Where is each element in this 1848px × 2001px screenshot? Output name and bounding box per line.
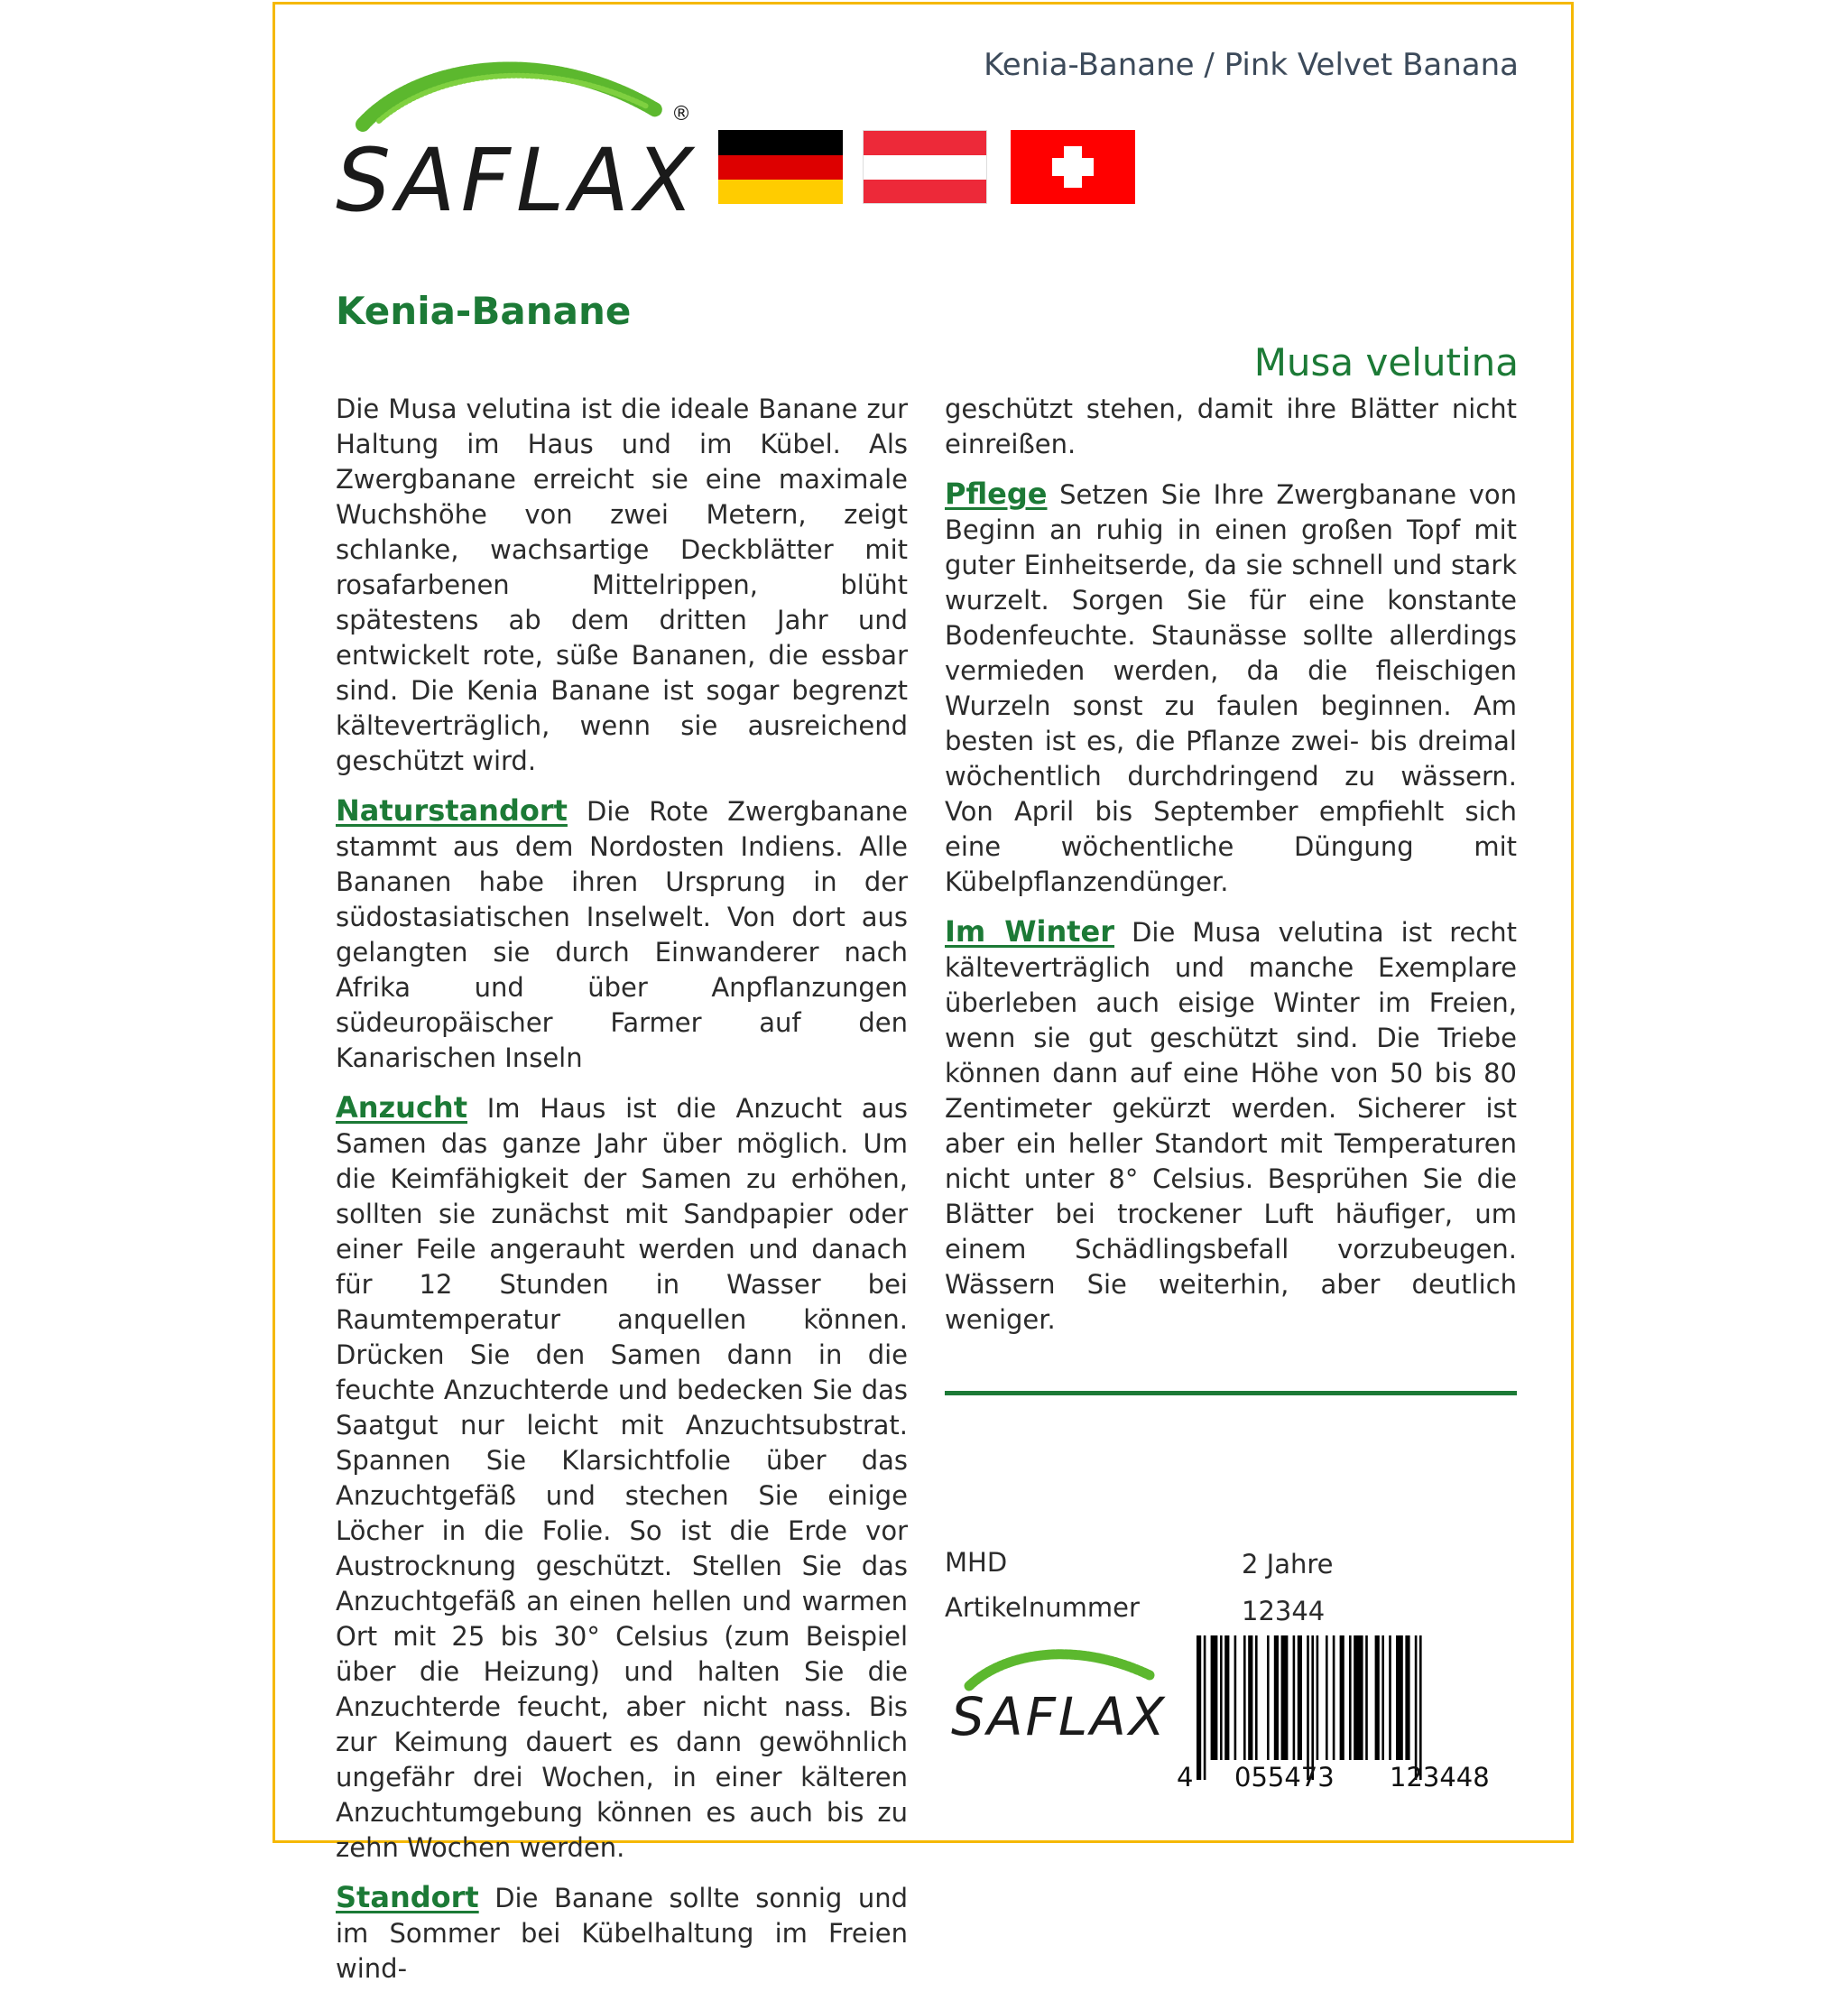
section-winter: [945, 914, 1517, 1338]
latin-name: Musa velutina: [1253, 340, 1519, 384]
barcode-right-group: 123448: [1390, 1762, 1490, 1793]
divider: [945, 1391, 1517, 1395]
section-anzucht: [336, 1090, 908, 1866]
product-title-header: Kenia-Banane / Pink Velvet Banana: [984, 47, 1519, 83]
barcode-bar: [1354, 1635, 1363, 1760]
barcode-bar: [1274, 1635, 1279, 1760]
right-column: [945, 392, 1517, 1352]
section-text: Die Rote Zwergbanane stammt aus dem Nordosten Indiens. Alle Bananen habe ihren Ursprung in der südostasiatischen Inselwelt. Von dort aus gelangten sie durch Einwanderer nach Afrika und über Anpflanzungen südeuropäischer Farmer auf den Kanarischen Inseln: [336, 796, 908, 1073]
section-text: Die Banane sollte sonnig und im Sommer bei Kübelhaltung im Freien wind-: [336, 1883, 908, 1984]
left-column: [336, 392, 908, 2001]
logo-swash-icon: [336, 47, 697, 137]
barcode-bar: [1415, 1635, 1418, 1780]
standort-continuation: geschützt stehen, damit ihre Blätter nicht einreißen.: [945, 394, 1517, 459]
section-heading: Standort: [336, 1880, 479, 1914]
flag-austria-icon: [863, 130, 987, 204]
barcode-bar: [1255, 1635, 1258, 1760]
barcode-bar: [1326, 1635, 1328, 1760]
brand-logo-small: [951, 1639, 1168, 1747]
article-label: Artikelnummer: [945, 1592, 1140, 1623]
barcode-bar: [1204, 1635, 1206, 1780]
brand-name-small: SAFLAX: [951, 1686, 1168, 1747]
barcode-bar: [1389, 1635, 1391, 1760]
section-standort: [336, 1880, 908, 1987]
barcode-bar: [1211, 1635, 1218, 1760]
section-text: Die Musa velutina ist recht kälteverträglich und manche Exemplare überleben auch eisige Winter im Freien, wenn sie gut geschützt sind. Die Triebe können dann auf eine Höhe von 50 bis 80 Zentimeter gekürzt werden. Sicherer ist aber ein heller Standort mit Temperaturen nicht unter 8° Celsius. Besprühen Sie die Blätter bei trockener Luft häufiger, um einem Schädlingsbefall vorzubeugen. Wässern Sie weiterhin, aber deutlich weniger.: [945, 917, 1518, 1335]
section-text: Setzen Sie Ihre Zwergbanane von Beginn an ruhig in einen großen Topf mit guter Einheitserde, da sie schnell und stark wurzelt. Sorgen Sie für eine konstante Bodenfeuchte. Staunässe sollte allerdings vermieden werden, da die fleischigen Wurzeln sonst zu faulen beginnen. Am besten ist es, die Pflanze zwei- bis dreimal wöchentlich durchdringend zu wässern. Von April bis September empfiehlt sich eine wöchentliche Düngung mit Kübelpflanzendünger.: [945, 479, 1518, 897]
barcode-bar: [1381, 1635, 1384, 1760]
barcode-bar: [1311, 1635, 1314, 1780]
barcode-bar: [1307, 1635, 1309, 1780]
barcode-bar: [1281, 1635, 1289, 1760]
section-naturstandort: [336, 793, 908, 1076]
barcode-bar: [1375, 1635, 1380, 1760]
barcode-bar: [1243, 1635, 1246, 1760]
barcode-bar: [1220, 1635, 1223, 1760]
barcode-bar: [1234, 1635, 1237, 1760]
page-title: Kenia-Banane: [336, 289, 632, 333]
logo-swash-small-icon: [951, 1639, 1168, 1693]
barcode-bar: [1340, 1635, 1344, 1760]
section-heading: Anzucht: [336, 1090, 467, 1125]
section-text: Im Haus ist die Anzucht aus Samen das ganze Jahr über möglich. Um die Keimfähigkeit der Samen zu erhöhen, sollten sie zunächst mit Sandpapier oder einer Feile angerauht werden und danach für 12 Stunden in Wasser bei Raumtemperatur anquellen können. Drücken Sie den Samen dann in die feuchte Anzuchterde und bedecken Sie das Saatgut nur leicht mit Anzuchtsubstrat. Spannen Sie Klarsichtfolie über das Anzuchtgefäß und stechen Sie einige Löcher in die Folie. So ist die Erde vor Austrocknung geschützt. Stellen Sie das Anzuchtgefäß an einen hellen und warmen Ort mit 25 bis 30° Celsius (zum Beispiel über die Heizung) und halten Sie die Anzuchterde feucht, aber nicht nass. Bis zur Keimung dauert es dann gewöhnlich ungefähr drei Wochen, in einer kälteren Anzuchtumgebung können es auch bis zu zehn Wochen werden.: [336, 1093, 908, 1863]
barcode-bar: [1224, 1635, 1229, 1760]
barcode-bar: [1298, 1635, 1302, 1760]
registered-mark: ®: [671, 103, 691, 125]
barcode-bar: [1267, 1635, 1270, 1760]
barcode-bar: [1248, 1635, 1252, 1760]
barcode-first-digit: 4: [1177, 1762, 1194, 1793]
barcode-bar: [1365, 1635, 1368, 1760]
article-value: 12344: [1242, 1596, 1326, 1626]
barcode-left-group: 055473: [1234, 1762, 1335, 1793]
section-heading: Naturstandort: [336, 793, 568, 828]
mhd-label: MHD: [945, 1547, 1008, 1578]
mhd-value: 2 Jahre: [1242, 1549, 1334, 1579]
flag-germany-icon: [718, 130, 843, 204]
brand-name: SAFLAX: [336, 130, 699, 231]
section-pflege: [945, 477, 1517, 900]
intro-paragraph: Die Musa velutina ist die ideale Banane zur Haltung im Haus und im Kübel. Als Zwergbanane erreicht sie eine maximale Wuchshöhe von zwei Metern, zeigt schlanke, wachsartige Deckblätter mit rosafarbenen Mittelrippen, blüht spätestens ab dem dritten Jahr und entwickelt rote, süße Bananen, die essbar sind. Die Kenia Banane ist sogar begrenzt kälteverträglich, wenn sie ausreichend geschützt wird.: [336, 394, 908, 776]
barcode-bar: [1197, 1635, 1201, 1780]
section-heading: Pflege: [945, 477, 1048, 511]
barcode-bar: [1349, 1635, 1352, 1760]
barcode-bar: [1419, 1635, 1422, 1780]
section-heading: Im Winter: [945, 914, 1115, 949]
brand-logo: [336, 47, 699, 231]
barcode-bar: [1317, 1635, 1319, 1760]
barcode-bar: [1293, 1635, 1296, 1760]
flag-switzerland-icon: [1011, 130, 1135, 204]
barcode-bar: [1333, 1635, 1335, 1760]
barcode-bar: [1405, 1635, 1409, 1760]
barcode-bar: [1396, 1635, 1403, 1760]
